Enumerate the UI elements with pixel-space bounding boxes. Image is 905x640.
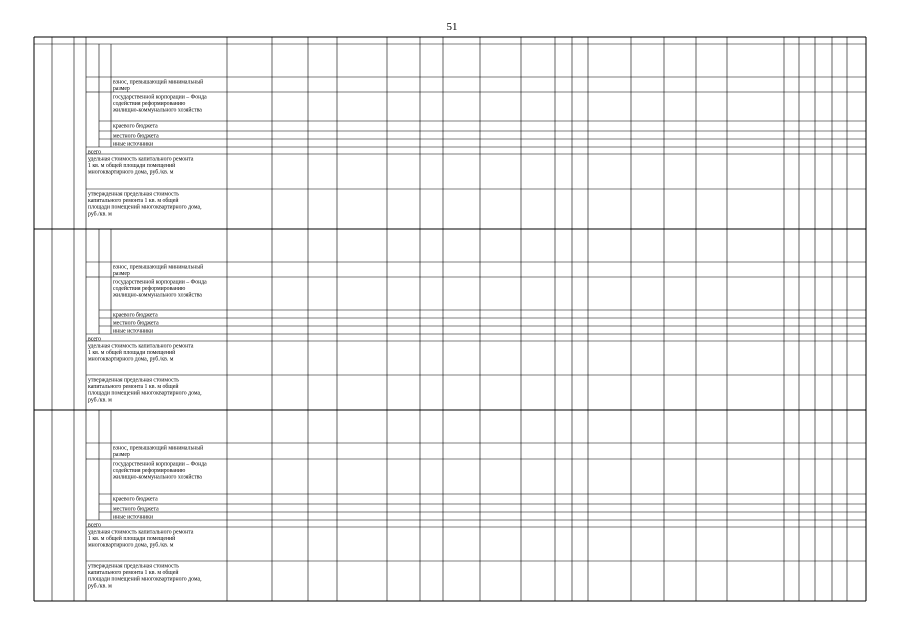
row-label: взнос, превышающий минимальный размер [113,445,204,459]
row-label: утвержденная предельная стоимость капитального ремонта 1 кв. м общей площади помещений многоквартирного дома, руб./кв. м [88,377,202,404]
page-number: 51 [446,21,458,33]
row-label: удельная стоимость капитального ремонта 1 кв. м общей площади помещений многоквартирного дома, руб./кв. м [88,156,194,176]
row-label: удельная стоимость капитального ремонта 1 кв. м общей площади помещений многоквартирного дома, руб./кв. м [88,529,194,549]
row-label: краевого бюджета [113,123,158,130]
row-label: взнос, превышающий минимальный размер [113,79,204,93]
row-label: краевого бюджета [113,496,158,503]
row-label: взнос, превышающий минимальный размер [113,264,204,278]
row-label: иные источники [113,141,154,148]
row-label: местного бюджета [113,133,159,140]
row-label: иные источники [113,328,154,335]
row-label: местного бюджета [113,506,159,513]
row-label: утвержденная предельная стоимость капитального ремонта 1 кв. м общей площади помещений многоквартирного дома, руб./кв. м [88,191,202,218]
row-label: иные источники [113,514,154,521]
row-label: государственной корпорации – Фонда содействия реформированию жилищно-коммунального хозяйства [113,94,207,114]
row-label: всего [88,522,102,529]
row-label: удельная стоимость капитального ремонта 1 кв. м общей площади помещений многоквартирного дома, руб./кв. м [88,343,194,363]
row-label: государственной корпорации – Фонда содействия реформированию жилищно-коммунального хозяйства [113,279,207,299]
row-label: краевого бюджета [113,312,158,319]
row-label: государственной корпорации – Фонда содействия реформированию жилищно-коммунального хозяйства [113,461,207,481]
row-label: всего [88,149,102,156]
row-label: всего [88,336,102,343]
row-label: местного бюджета [113,320,159,327]
row-label: утвержденная предельная стоимость капитального ремонта 1 кв. м общей площади помещений многоквартирного дома, руб./кв. м [88,563,202,590]
